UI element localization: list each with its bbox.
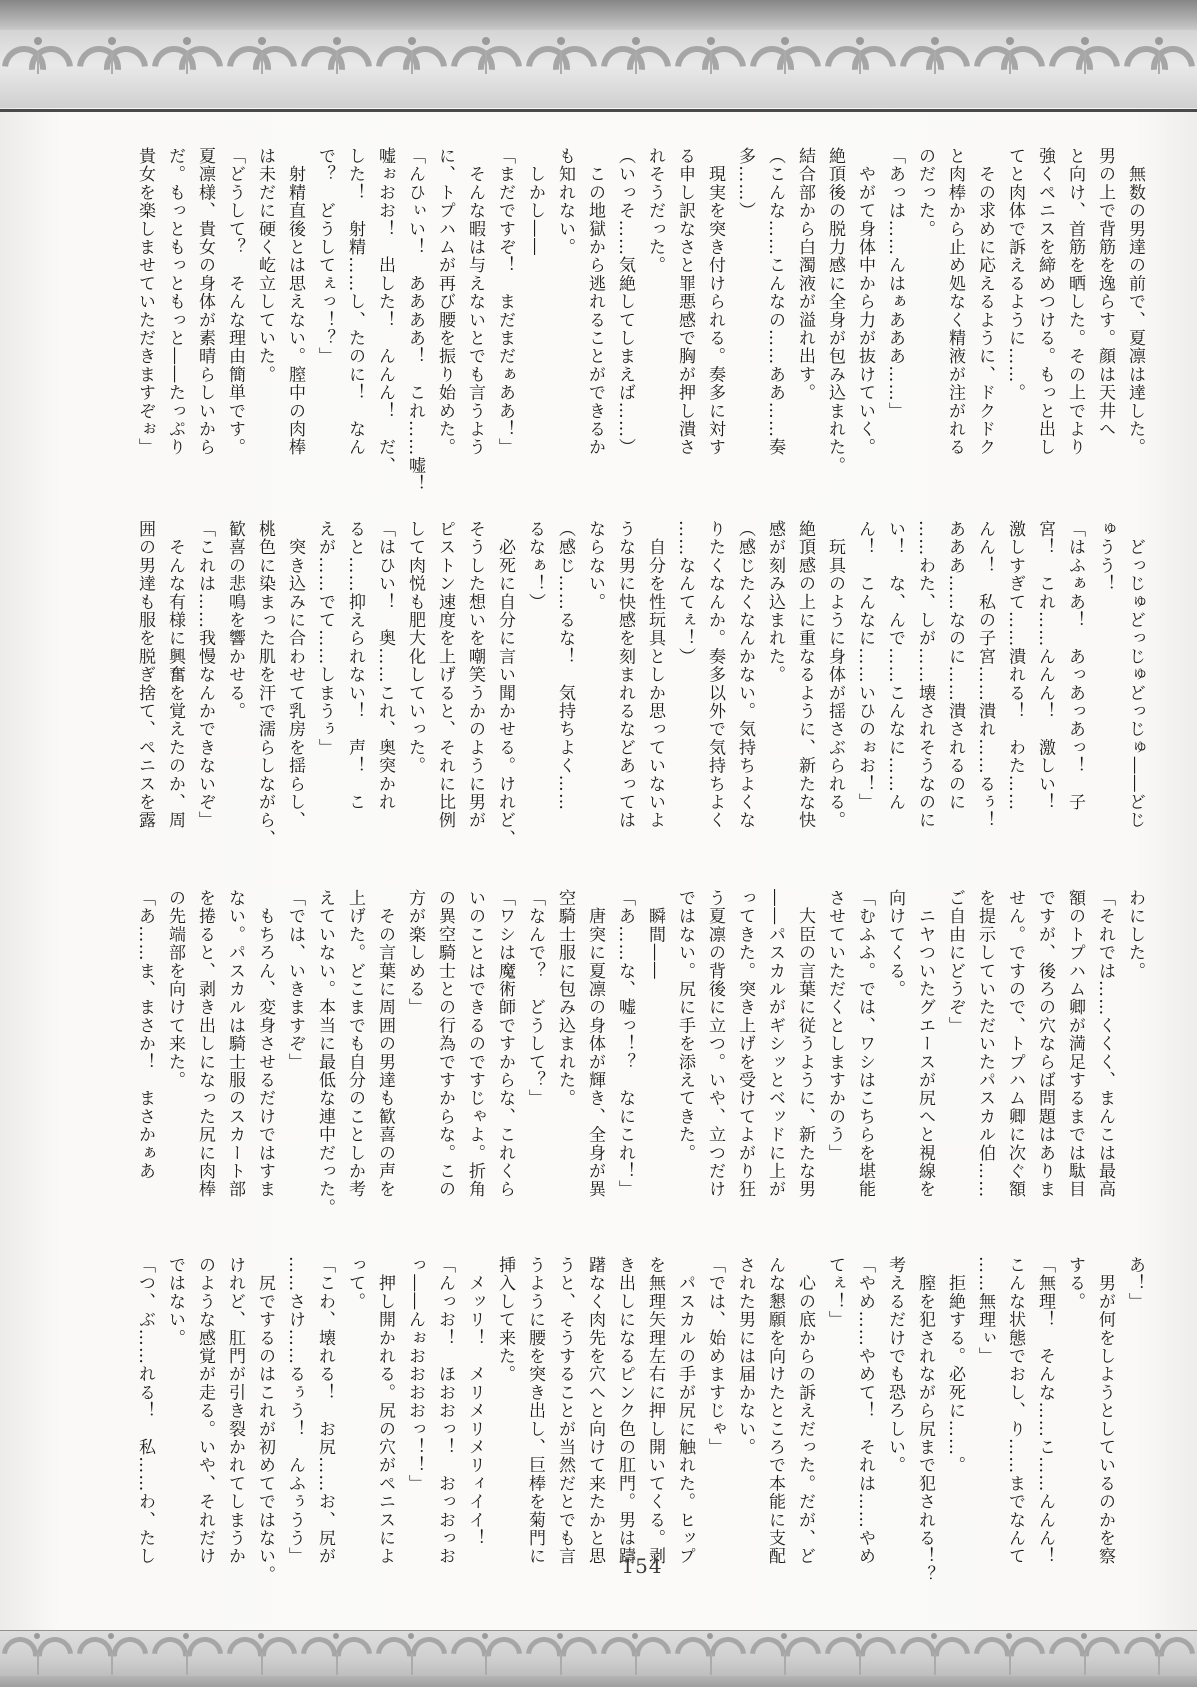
text-column: 膣を犯されながら尻まで犯される！？ xyxy=(915,1256,935,1584)
text-column: 挿入して来た。 xyxy=(495,1256,515,1384)
text-column: ではない。 xyxy=(165,1256,185,1347)
text-column: （感じ……るな！ 気持ちよく…… xyxy=(555,520,575,812)
text-column: 無数の男達の前で、夏凛は達した。 xyxy=(1125,147,1145,457)
text-column: 躇なく肉先を穴へと向けて来たかと思 xyxy=(585,1256,605,1566)
text-column: のだった。 xyxy=(915,147,935,238)
ornament-scroll-motif xyxy=(150,30,225,108)
text-column: やがて身体中から力が抜けていく。 xyxy=(855,147,875,457)
text-column: 「なんで？ どうして？」 xyxy=(525,889,545,1108)
ornament-scroll-motif xyxy=(374,1631,449,1677)
border-top-bar xyxy=(0,0,1197,30)
ornament-scroll-motif xyxy=(299,30,374,108)
text-column: 玩具のように身体が揺さぶられる。 xyxy=(825,520,845,830)
text-column: るなぁ！） xyxy=(525,520,545,611)
ornament-scroll-motif xyxy=(0,30,75,108)
text-column: ――パスカルがギシッとベッドに上が xyxy=(765,889,785,1199)
text-column: りたくなんか。奏多以外で気持ちよく xyxy=(705,520,725,830)
text-column: てぇ！」 xyxy=(825,1256,845,1329)
text-column: 囲の男達も服を脱ぎ捨て、ペニスを露 xyxy=(135,520,155,830)
text-column: ってきた。突き上げを受けてよがり狂 xyxy=(735,889,755,1199)
text-column: うように腰を突き出し、巨棒を菊門に xyxy=(525,1256,545,1566)
text-column: う夏凛の背後に立つ。いや、立つだけ xyxy=(705,889,725,1199)
text-column: ならない。 xyxy=(585,520,605,611)
text-column: れそうだった。 xyxy=(645,147,665,275)
text-column: ニヤついたグエースが尻へと視線を xyxy=(915,889,935,1199)
text-column: ……さけ……るぅう！ んふぅうう」 xyxy=(285,1256,305,1566)
ornament-scroll-motif xyxy=(972,1631,1047,1677)
text-column: その言葉に周囲の男達も歓喜の声を xyxy=(375,889,395,1199)
text-column: あ！」 xyxy=(1125,1256,1145,1311)
text-column: 嘘ぉおお！ 出した！ んんん！ だ、 xyxy=(375,147,395,475)
text-column: こんな状態でおし、り……までなんて xyxy=(1005,1256,1025,1566)
text-column: 「はふぁあ！ あっあっあっ！ 子 xyxy=(1065,520,1085,812)
text-column: を提示していただいたパスカル伯…… xyxy=(975,889,995,1199)
ornament-scroll-motif xyxy=(673,30,748,108)
ornamental-border-top xyxy=(0,0,1197,112)
text-column: 「これは……我慢なんかできないぞ」 xyxy=(195,520,215,830)
text-column: ない。パスカルは騎士服のスカート部 xyxy=(225,889,245,1199)
text-column: 方が楽しめる」 xyxy=(405,889,425,1017)
text-column: てと肉体で訴えるように……。 xyxy=(1005,147,1025,402)
ornament-scroll-motif xyxy=(0,1631,75,1677)
ornament-row-top xyxy=(0,30,1197,108)
text-column: 宮！ これ……んんん！ 激しい！ xyxy=(1035,520,1055,812)
text-column: （感じたくなんかない。気持ちよくな xyxy=(735,520,755,830)
text-column: 強くペニスを締めつける。もっと出し xyxy=(1035,147,1055,457)
text-column: に、トプハムが再び腰を振り始めた。 xyxy=(435,147,455,457)
text-column: だ。もっともっともっと――たっぷり xyxy=(165,147,185,457)
text-column: 射精直後とは思えない。膣中の肉棒 xyxy=(285,147,305,457)
ornament-scroll-motif xyxy=(75,1631,150,1677)
text-column: ピストン速度を上げると、それに比例 xyxy=(435,520,455,830)
text-column: 絶頂後の脱力感に全身が包み込まれた。 xyxy=(825,147,845,475)
text-column: そうした想いを嘲笑うかのように男が xyxy=(465,520,485,830)
text-column: 男が何をしようとしているのかを察 xyxy=(1095,1256,1115,1566)
text-column: 「こわ、壊れる！ お尻……お、尻が xyxy=(315,1256,335,1566)
text-column: 「はひい！ 奥……これ、奥突かれ xyxy=(375,520,395,812)
text-column: 「つ、ぶ……れる！ 私……わ、たし xyxy=(135,1256,155,1566)
text-column: って。 xyxy=(345,1256,365,1311)
text-column: 自分を性玩具としか思っていないよ xyxy=(645,520,665,830)
ornament-scroll-motif xyxy=(449,1631,524,1677)
text-column: 心の底からの訴えだった。だが、ど xyxy=(795,1256,815,1566)
text-column: えていない。本当に最低な連中だった。 xyxy=(315,889,335,1217)
ornament-scroll-motif xyxy=(823,1631,898,1677)
text-column: 「んひぃい！ ああああ！ これ……嘘！ xyxy=(405,147,425,493)
text-band-2 xyxy=(130,520,1150,872)
text-column: 「あ……な、嘘っ！？ なにこれ！」 xyxy=(615,889,635,1199)
text-column: い！ な、んで……こんなに……ん xyxy=(885,520,905,812)
text-column: 拒絶する。必死に……。 xyxy=(945,1256,965,1475)
text-column: 「むふふ。では、ワシはこちらを堪能 xyxy=(855,889,875,1199)
ornament-scroll-motif xyxy=(75,30,150,108)
text-column: 「ワシは魔術師ですからな、これくら xyxy=(495,889,515,1199)
text-column: 瞬間―― xyxy=(645,889,665,980)
text-column: 貴女を楽しませていただきますぞぉ」 xyxy=(135,147,155,457)
text-column: 押し開かれる。尻の穴がペニスによ xyxy=(375,1256,395,1566)
text-column: 向けてくる。 xyxy=(885,889,905,999)
text-column: 男の上で背筋を逸らす。顔は天井へ xyxy=(1095,147,1115,439)
text-column: そんな暇は与えないとでも言うよう xyxy=(465,147,485,457)
text-column: き出しになるピンク色の肛門。男は躊 xyxy=(615,1256,635,1566)
text-column: パスカルの手が尻に触れた。ヒップ xyxy=(675,1256,695,1566)
text-column: けれど、肛門が引き裂かれてしまうか xyxy=(225,1256,245,1566)
text-column: 唐突に夏凛の身体が輝き、全身が異 xyxy=(585,889,605,1199)
text-column: しかし―― xyxy=(525,147,545,257)
text-column: ゅうう！ xyxy=(1095,520,1115,593)
ornament-scroll-motif xyxy=(748,1631,823,1677)
text-column: 現実を突き付けられる。奏多に対す xyxy=(705,147,725,457)
text-column: 尻でするのはこれが初めてではない。 xyxy=(255,1256,275,1584)
text-column: 桃色に染まった肌を汗で濡らしながら、 xyxy=(255,520,275,848)
text-column: 「あっは……んはぁあああ……」 xyxy=(885,147,905,420)
text-column: を無理矢理左右に押し開いてくる。剥 xyxy=(645,1256,665,1566)
text-column: 歓喜の悲鳴を響かせる。 xyxy=(225,520,245,721)
border-top-rule xyxy=(0,109,1197,112)
text-column: ……わた、しが……壊されそうなのに xyxy=(915,520,935,830)
text-column: ですが、後ろの穴ならば問題はありま xyxy=(1035,889,1055,1199)
text-column: ご自由にどうぞ」 xyxy=(945,889,965,1035)
text-column: 上げた。どこまでも自分のことしか考 xyxy=(345,889,365,1199)
text-column: 大臣の言葉に従うように、新たな男 xyxy=(795,889,815,1199)
text-column: させていただくとしますかのう」 xyxy=(825,889,845,1162)
text-column: の先端部を向けて来た。 xyxy=(165,889,185,1090)
text-column: せん。ですので、トプハム卿に次ぐ額 xyxy=(1005,889,1025,1199)
text-column: した！ 射精……し、たのに！ なん xyxy=(345,147,365,457)
ornament-scroll-motif xyxy=(599,30,674,108)
page-number: 154 xyxy=(621,1554,663,1578)
ornament-scroll-motif xyxy=(225,1631,300,1677)
text-column: うと、そうすることが当然だとでも言 xyxy=(555,1256,575,1566)
text-column: 突き込みに合わせて乳房を揺らし、 xyxy=(285,520,305,830)
ornament-scroll-motif xyxy=(1122,1631,1197,1677)
text-column: んん！ 私の子宮……潰れ……るぅ！ xyxy=(975,520,995,830)
text-column: えが……でて……しまうぅ」 xyxy=(315,520,335,757)
text-column: で？ どうしてぇっ！？」 xyxy=(315,147,335,366)
text-column: っ――んぉおおおおっ！！」 xyxy=(405,1256,425,1493)
ornament-scroll-motif xyxy=(1047,1631,1122,1677)
ornament-scroll-motif xyxy=(150,1631,225,1677)
text-column: ると……抑えられない！ 声！ こ xyxy=(345,520,365,812)
text-column: して肉悦も肥大化していった。 xyxy=(405,520,425,775)
text-column: と向け、首筋を晒した。その上でより xyxy=(1065,147,1085,457)
text-column: んな懇願を向けたところで本能に支配 xyxy=(765,1256,785,1566)
text-column: 多……） xyxy=(735,147,755,220)
ornament-scroll-motif xyxy=(374,30,449,108)
text-column: もちろん、変身させるだけではすま xyxy=(255,889,275,1199)
text-band-1 xyxy=(130,147,1150,499)
text-column: 「では、いきますぞ」 xyxy=(285,889,305,1071)
text-column: 「あ……ま、まさか！ まさかぁあ xyxy=(135,889,155,1181)
ornament-scroll-motif xyxy=(673,1631,748,1677)
text-column: （こんな……こんなの……ああ……奏 xyxy=(765,147,785,457)
ornament-scroll-motif xyxy=(898,30,973,108)
text-column: 必死に自分に言い聞かせる。けれど、 xyxy=(495,520,515,848)
text-column: のような感覚が走る。いや、それだけ xyxy=(195,1256,215,1566)
text-column: 夏凛様、貴女の身体が素晴らしいから xyxy=(195,147,215,457)
text-column: 「では、始めますじゃ」 xyxy=(705,1256,725,1457)
ornament-scroll-motif xyxy=(599,1631,674,1677)
text-column: 「無理！ そんな……こ……んんん！ xyxy=(1035,1256,1055,1566)
text-column: ん！ こんなに……いひのぉお！」 xyxy=(855,520,875,812)
text-column: る申し訳なさと罪悪感で胸が押し潰さ xyxy=(675,147,695,457)
ornament-scroll-motif xyxy=(898,1631,973,1677)
text-column: 「まだですぞ！ まだまだぁああ！」 xyxy=(495,147,515,457)
text-column: あああ……なのに……潰されるのに xyxy=(945,520,965,812)
ornament-row-bottom xyxy=(0,1631,1197,1677)
text-column: を捲ると、剥き出しになった尻に肉棒 xyxy=(195,889,215,1199)
border-bottom-bar xyxy=(0,1676,1197,1687)
text-column: 絶頂感の上に重なるように、新たな快 xyxy=(795,520,815,830)
text-column: この地獄から逃れることができるか xyxy=(585,147,605,457)
text-band-3 xyxy=(130,889,1150,1241)
text-column: は未だに硬く屹立していた。 xyxy=(255,147,275,384)
ornament-scroll-motif xyxy=(748,30,823,108)
ornament-scroll-motif xyxy=(1122,30,1197,108)
text-column: （いっそ……気絶してしまえば……） xyxy=(615,147,635,457)
ornament-scroll-motif xyxy=(524,30,599,108)
text-column: の異空騎士との行為ですからな。この xyxy=(435,889,455,1199)
text-column: 空騎士服に包み込まれた。 xyxy=(555,889,575,1108)
text-column: ……無理ぃ」 xyxy=(975,1256,995,1366)
text-column: 額のトプハム卿が満足するまでは駄目 xyxy=(1065,889,1085,1199)
ornament-scroll-motif xyxy=(524,1631,599,1677)
text-column: ……なんてぇ！） xyxy=(675,520,695,666)
text-column: ではない。尻に手を添えてきた。 xyxy=(675,889,695,1162)
ornament-scroll-motif xyxy=(1047,30,1122,108)
text-column: どっじゅどっじゅどっじゅ――どじ xyxy=(1125,520,1145,830)
text-column: 「やめ……やめて！ それは……やめ xyxy=(855,1256,875,1566)
text-column: 感が刻み込まれた。 xyxy=(765,520,785,684)
text-column: わにした。 xyxy=(1125,889,1145,980)
text-column: 結合部から白濁液が溢れ出す。 xyxy=(795,147,815,402)
text-column: と肉棒から止め処なく精液が注がれる xyxy=(945,147,965,457)
ornament-scroll-motif xyxy=(972,30,1047,108)
text-column: も知れない。 xyxy=(555,147,575,257)
text-column: 「それでは……くくく、まんこは最高 xyxy=(1095,889,1115,1199)
text-column: された男には届かない。 xyxy=(735,1256,755,1457)
text-column: する。 xyxy=(1065,1256,1085,1311)
text-column: うな男に快感を刻まれるなどあっては xyxy=(615,520,635,830)
ornament-scroll-motif xyxy=(823,30,898,108)
text-column: 「どうして？ そんな理由簡単です。 xyxy=(225,147,245,457)
ornament-scroll-motif xyxy=(449,30,524,108)
text-column: メッリ！ メリメリメリィイイ！ xyxy=(465,1256,485,1548)
text-column: そんな有様に興奮を覚えたのか、周 xyxy=(165,520,185,830)
text-column: 激しすぎて……潰れる！ わた…… xyxy=(1005,520,1025,812)
ornament-scroll-motif xyxy=(299,1631,374,1677)
text-column: 「んっお！ ほおおっ！ おっおっお xyxy=(435,1256,455,1566)
text-column: いのことはできるのですじゃよ。折角 xyxy=(465,889,485,1199)
ornamental-border-bottom xyxy=(0,1630,1197,1687)
ornament-scroll-motif xyxy=(225,30,300,108)
text-column: 考えるだけでも恐ろしい。 xyxy=(885,1256,905,1475)
text-column: その求めに応えるように、ドクドク xyxy=(975,147,995,457)
